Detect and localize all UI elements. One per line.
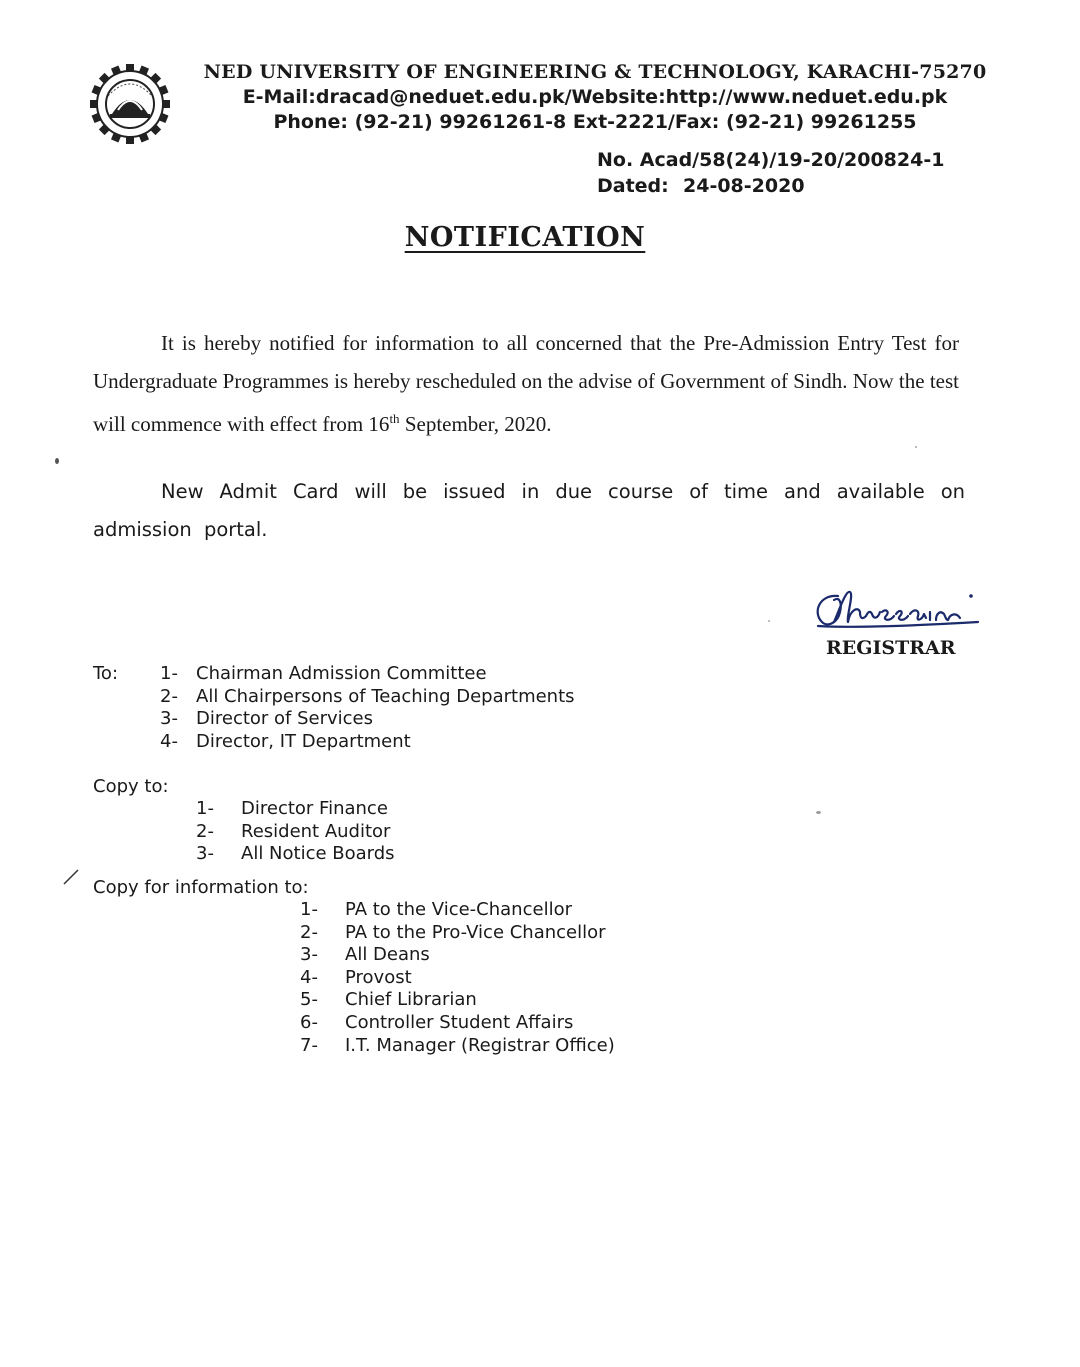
item-number: 2- — [160, 685, 178, 707]
item-text: PA to the Vice-Chancellor — [345, 899, 572, 920]
university-logo-icon — [88, 62, 172, 146]
item-number: 1- — [300, 899, 318, 920]
item-text: Controller Student Affairs — [345, 1011, 574, 1033]
item-number: 3- — [300, 944, 318, 966]
list-item — [300, 1035, 615, 1058]
gear-tooth — [150, 73, 161, 84]
contact-line: E-Mail:dracad@neduet.edu.pk/Website:http://www.neduet.edu.pk — [242, 86, 948, 108]
date-line — [597, 173, 944, 199]
notification-title: NOTIFICATION — [404, 222, 646, 253]
item-number: 1- — [196, 798, 214, 819]
university-name: NED UNIVERSITY OF ENGINEERING & TECHNOLOGY, KARACHI-75270 — [203, 61, 987, 83]
item-number: 4- — [300, 966, 318, 988]
list-item — [300, 989, 615, 1012]
item-text: Resident Auditor — [241, 820, 391, 842]
item-number: 1- — [160, 663, 178, 684]
notification-title-wrap — [0, 222, 1080, 253]
para1-text: It is hereby notified for information to all concerned that the Pre-Admission Entry Test for Undergraduate Programmes is hereby rescheduled on the advise of Government of Sindh. Now the test will commence with effect from 16 — [93, 331, 959, 436]
item-number: 7- — [300, 1034, 318, 1056]
gear-tooth — [126, 64, 134, 72]
item-number: 2- — [300, 921, 318, 943]
item-text: Director, IT Department — [196, 730, 411, 752]
item-number: 6- — [300, 1011, 318, 1033]
reference-block — [597, 147, 944, 199]
registrar-signature — [810, 582, 990, 642]
item-number: 5- — [300, 989, 318, 1011]
gear-tooth — [139, 132, 149, 142]
list-item — [160, 663, 575, 686]
gear-tooth — [139, 66, 149, 76]
registrar-designation: REGISTRAR — [826, 637, 956, 659]
item-text: Director of Services — [196, 708, 374, 730]
copy-for-information-list — [300, 899, 615, 1057]
list-item — [300, 1012, 615, 1035]
list-item — [300, 899, 615, 922]
dated-label: Dated: — [597, 175, 669, 197]
item-text: Director Finance — [241, 798, 388, 819]
gear-tooth — [90, 100, 98, 108]
item-text: I.T. Manager (Registrar Office) — [345, 1034, 615, 1056]
copy-to-list — [196, 798, 395, 866]
item-text: Chief Librarian — [345, 989, 477, 1011]
item-number: 2- — [196, 820, 214, 842]
copy-to-label: Copy to: — [93, 776, 169, 797]
gear-tooth — [111, 132, 121, 142]
item-text: All Notice Boards — [241, 843, 395, 865]
list-item — [160, 686, 575, 709]
pen-mark — [62, 866, 82, 886]
list-item — [300, 967, 615, 990]
list-item — [196, 798, 395, 821]
list-item — [160, 708, 575, 731]
gear-tooth — [111, 66, 121, 76]
to-label: To: — [93, 663, 119, 684]
item-number: 3- — [196, 843, 214, 865]
letterhead — [175, 60, 1015, 135]
item-text: Provost — [345, 966, 412, 988]
gear-tooth — [99, 73, 110, 84]
gear-tooth — [150, 124, 161, 135]
list-item — [300, 944, 615, 967]
body-paragraph-1 — [93, 325, 959, 444]
gear-tooth — [158, 113, 168, 123]
list-item — [160, 731, 575, 754]
para2-text: New Admit Card will be issued in due course of time and available on admission portal. — [93, 480, 965, 541]
item-text: Chairman Admission Committee — [196, 663, 487, 684]
list-item — [196, 821, 395, 844]
item-text: All Deans — [345, 944, 430, 966]
gear-tooth — [92, 85, 102, 95]
body-paragraph-2 — [93, 473, 965, 548]
item-number: 4- — [160, 730, 178, 752]
item-text: PA to the Pro-Vice Chancellor — [345, 921, 606, 943]
item-text: All Chairpersons of Teaching Departments — [196, 685, 575, 707]
gear-tooth — [92, 113, 102, 123]
to-list — [160, 663, 575, 753]
list-item — [196, 843, 395, 866]
reference-number: No. Acad/58(24)/19-20/200824-1 — [597, 149, 945, 171]
para1-end: September, 2020. — [399, 412, 552, 436]
dated-value: 24-08-2020 — [683, 175, 805, 197]
gear-tooth — [126, 136, 134, 144]
phone-line: Phone: (92-21) 99261261-8 Ext-2221/Fax: (92-21) 99261255 — [273, 111, 917, 133]
list-item — [300, 922, 615, 945]
item-number: 3- — [160, 708, 178, 730]
gear-tooth — [99, 124, 110, 135]
copy-for-information-label: Copy for information to: — [93, 877, 309, 898]
para1-superscript: th — [389, 411, 400, 426]
gear-tooth — [158, 85, 168, 95]
gear-tooth — [162, 100, 170, 108]
